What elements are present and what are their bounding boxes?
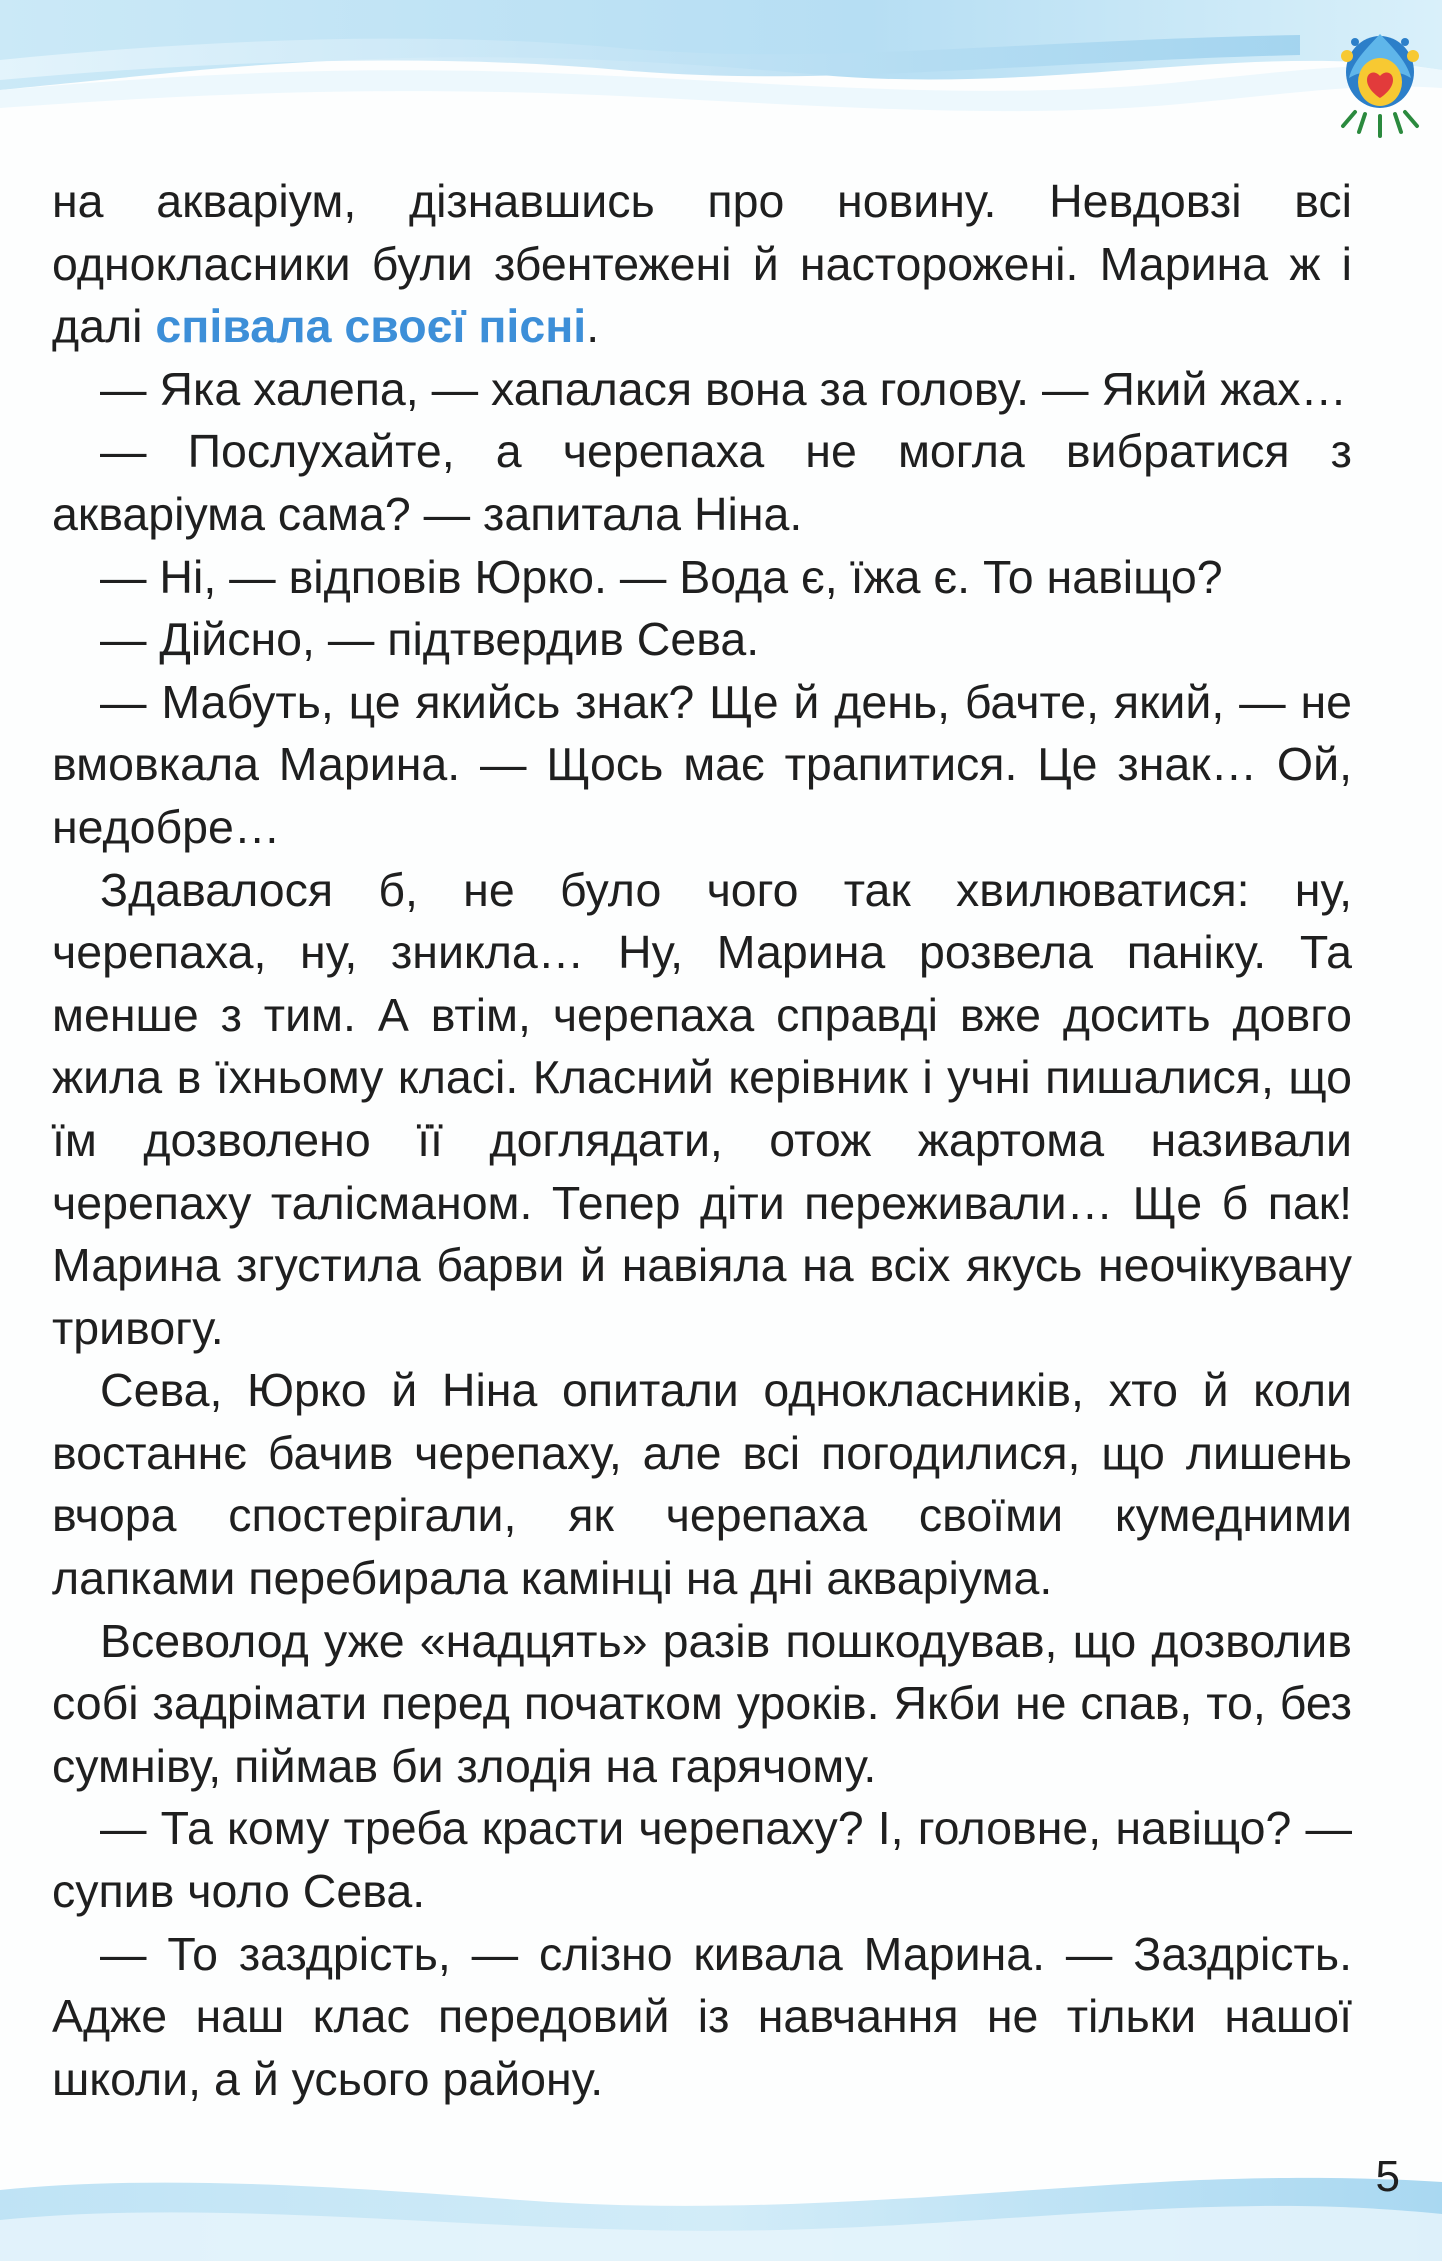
floral-ornament-icon bbox=[1325, 20, 1435, 140]
paragraph: — Ні, — відповів Юрко. — Вода є, їжа є. То навіщо? bbox=[100, 550, 1223, 603]
paragraph: — То заздрість, — слізно кивала Марина. — Заздрість. Адже наш клас передовий із навчання не тільки нашої школи, а й усього району. bbox=[52, 1927, 1352, 2105]
paragraph: Здавалося б, не було чого так хвилюватися: ну, черепаха, ну, зникла… Ну, Марина розвела паніку. Та менше з тим. А втім, черепаха справді вже досить довго жила в їхньому класі. Класний керівник і учні пишалися, що їм дозволено її доглядати, отож жартома називали черепаху талісманом. Тепер діти переживали… Ще б пак! Марина згустила барви й навіяла на всіх якусь неочікувану тривогу. bbox=[52, 863, 1352, 1354]
paragraph-text: на акваріум, дізнавшись про новину. Невдовзі всі однокласники були збентежені й насторожені. Марина ж і далі bbox=[52, 175, 1352, 353]
page-number: 5 bbox=[1375, 2152, 1400, 2201]
paragraph: — Та кому треба красти черепаху? І, головне, навіщо? — супив чоло Сева. bbox=[52, 1802, 1352, 1918]
paragraph: — Мабуть, це якийсь знак? Ще й день, бачте, який, — не вмовкала Марина. — Щось має трапитися. Це знак… Ой, недобре… bbox=[52, 675, 1352, 853]
top-wave-decoration bbox=[0, 0, 1442, 180]
paragraph: Сева, Юрко й Ніна опитали однокласників, хто й коли востаннє бачив черепаху, але всі погодилися, що лишень вчора спостерігали, як черепаха своїми кумедними лапками перебирала камінці на дні акваріума. bbox=[52, 1364, 1352, 1605]
bottom-wave-decoration bbox=[0, 2130, 1442, 2261]
paragraph-text-end: . bbox=[586, 300, 600, 353]
highlighted-phrase: співала своєї пісні bbox=[155, 300, 587, 353]
paragraph: — Яка халепа, — хапалася вона за голову. — Який жах… bbox=[100, 362, 1347, 415]
paragraph: — Послухайте, а черепаха не могла вибратися з акваріума сама? — запитала Ніна. bbox=[52, 425, 1352, 540]
paragraph bbox=[52, 170, 1352, 358]
story-text bbox=[52, 170, 1352, 2110]
paragraph: — Дійсно, — підтвердив Сева. bbox=[100, 613, 760, 666]
paragraph: Всеволод уже «надцять» разів пошкодував, що дозволив собі задрімати перед початком уроків. Якби не спав, то, без сумніву, піймав би злодія на гарячому. bbox=[52, 1614, 1352, 1792]
